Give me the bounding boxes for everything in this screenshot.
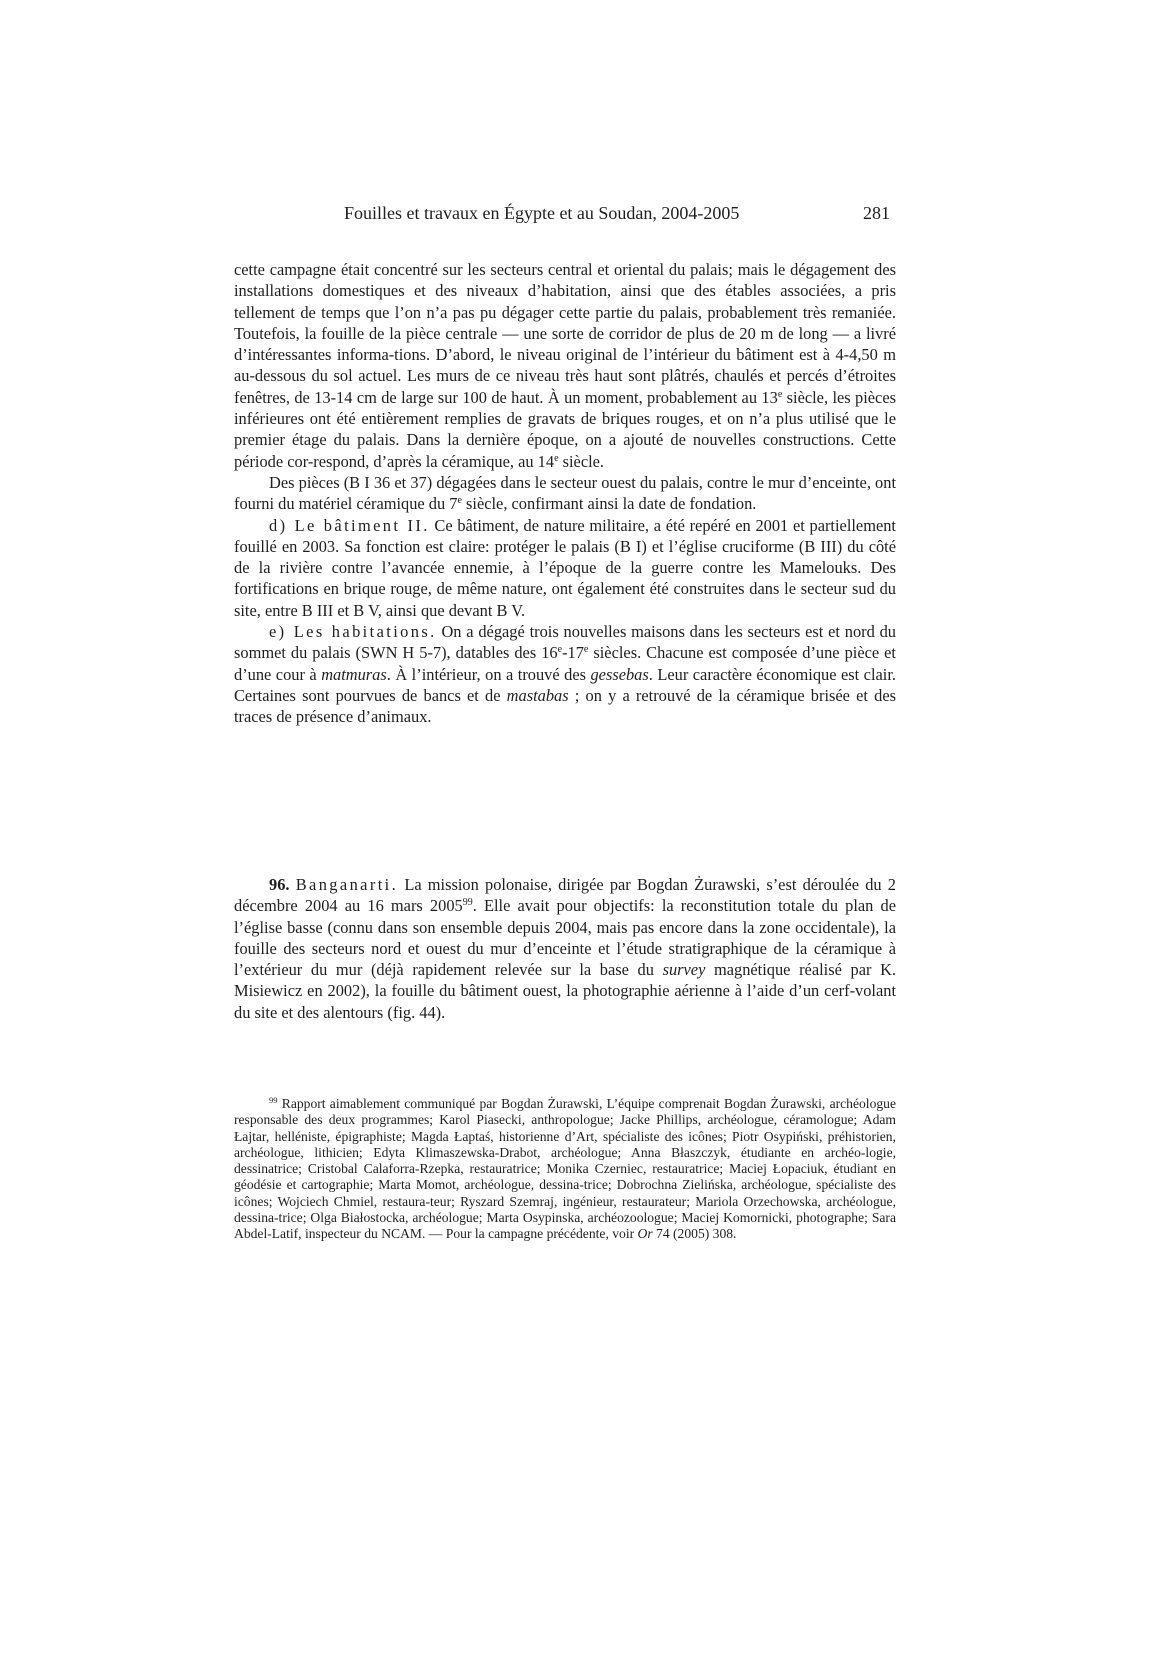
page-number: 281 — [863, 203, 890, 223]
footnote-99: $^{99}$ Rapport aimablement communiqué par Bogdan Żurawski, L’équipe comprenait Bogdan Żurawski, archéologue responsable des deux programmes; Karol Piasecki, anthropologue; Jacke Phillips, archéologue, céramologue; Adam Łajtar, helléniste, épigraphiste; Magda Łaptaś, historienne d’Art, spécialiste des icônes; Piotr Osypiński, préhistorien, archéologue, lithicien; Edyta Klimaszewska-Drabot, archéologue; Anna Błaszczyk, étudiante en archéo-logie, dessinatrice; Cristobal Calaforra-Rzepka, restauratrice; Monika Czerniec, restauratrice; Maciej Łopaciuk, étudiant en géodésie et cartographie; Marta Momot, archéologue, dessina-trice; Dobrochna Zielińska, archéologue, spécialiste des icônes; Wojciech Chmiel, restaura-teur; Ryszard Szemraj, ingénieur, restaurateur; Mariola Orzechowska, archéologue, dessina-trice; Olga Białostocka, archéologue; Marta Osypinska, archéozoologue; Maciej Komornicki, photographe; Sara Abdel-Latif, inspecteur du NCAM. — Pour la campagne précédente, voir Or 74 (2005) 308. — [234, 1095, 896, 1242]
subheading-habitations: e) Les habitations. — [269, 622, 437, 642]
running-title: Fouilles et travaux en Égypte et au Soudan, 2004-2005 — [344, 203, 740, 223]
section-banganarti — [234, 874, 896, 1023]
paragraph-habitations: e) Les habitations. On a dégagé trois nouvelles maisons dans les secteurs est et nord du sommet du palais (SWN H 5-7), datables des 16e-17e siècles. Chacune est composée d’une pièce et d’une cour à matmuras. À l’intérieur, on a trouvé des gessebas. Leur caractère économique est clair. Certaines sont pourvues de bancs et de mastabas ; on y a retrouvé de la céramique brisée et des traces de présence d’animaux. — [234, 622, 897, 727]
paragraph-palais-fouille: cette campagne était concentré sur les secteurs central et oriental du palais; mais le dégagement des installations domestiques et des niveaux d’habitation, ainsi que des étables associées, a pris tellement de temps que l’on n’a pas pu dégager cette partie du palais, probablement très remaniée. Toutefois, la fouille de la pièce centrale — une sorte de corridor de plus de 20 m de long — a livré d’intéressantes informa-tions. D’abord, le niveau original de l’intérieur du bâtiment est à 4-4,50 m au-dessous du sol actuel. Les murs de ce niveau très haut sont plâtrés, chaulés et percés d’étroites fenêtres, de 13-14 cm de large sur 100 de haut. À un moment, probablement au 13e siècle, les pièces inférieures ont été entièrement remplies de gravats de briques rouges, et on n’a plus utilisé que le premier étage du palais. Dans la dernière époque, on a ajouté de nouvelles constructions. Cette période cor-respond, d’après la céramique, au 14e siècle. — [234, 260, 896, 471]
paragraph-pieces-ouest: Des pièces (B I 36 et 37) dégagées dans le secteur ouest du palais, contre le mur d’enceinte, ont fourni du matériel céramique du 7e siècle, confirmant ainsi la date de fondation. — [234, 472, 896, 514]
body-text — [234, 259, 896, 728]
running-header — [234, 200, 896, 226]
section-place: Banganarti. — [295, 875, 399, 894]
footnote — [234, 1096, 896, 1243]
footnote-ref: 99 — [462, 897, 473, 909]
footnote-number: 99 — [269, 1095, 278, 1105]
paragraph-banganarti: 96. Banganarti. La mission polonaise, dirigée par Bogdan Żurawski, s’est déroulée du 2 décembre 2004 au 16 mars 2005$^{99}$. Elle avait pour objectifs: la reconstitution totale du plan de l’église basse (connu dans son ensemble depuis 2004, mais pas encore dans la zone occidentale), la fouille des secteurs nord et ouest du mur d’enceinte et l’étude stratigraphique de la céramique à l’extérieur du mur (déjà rapidement relevée sur la base du survey magnétique réalisé par K. Misiewicz en 2002), la fouille du bâtiment ouest, la photographie aérienne à l’aide d’un cerf-volant du site et des alentours (fig. 44). — [234, 875, 896, 1022]
paragraph-batiment-ii: d) Le bâtiment II. Ce bâtiment, de nature militaire, a été repéré en 2001 et partiellement fouillé en 2003. Sa fonction est claire: protéger le palais (B I) et l’église cruciforme (B III) du côté de la rivière contre l’avancée ennemie, à l’époque de la guerre contre les Mamelouks. Des fortifications en brique rouge, de même nature, ont également été construites dans le secteur sud du site, entre B III et B V, ainsi que devant B V. — [234, 515, 896, 620]
subheading-batiment-ii: d) Le bâtiment II. — [269, 515, 430, 535]
section-number: 96. — [269, 875, 290, 894]
